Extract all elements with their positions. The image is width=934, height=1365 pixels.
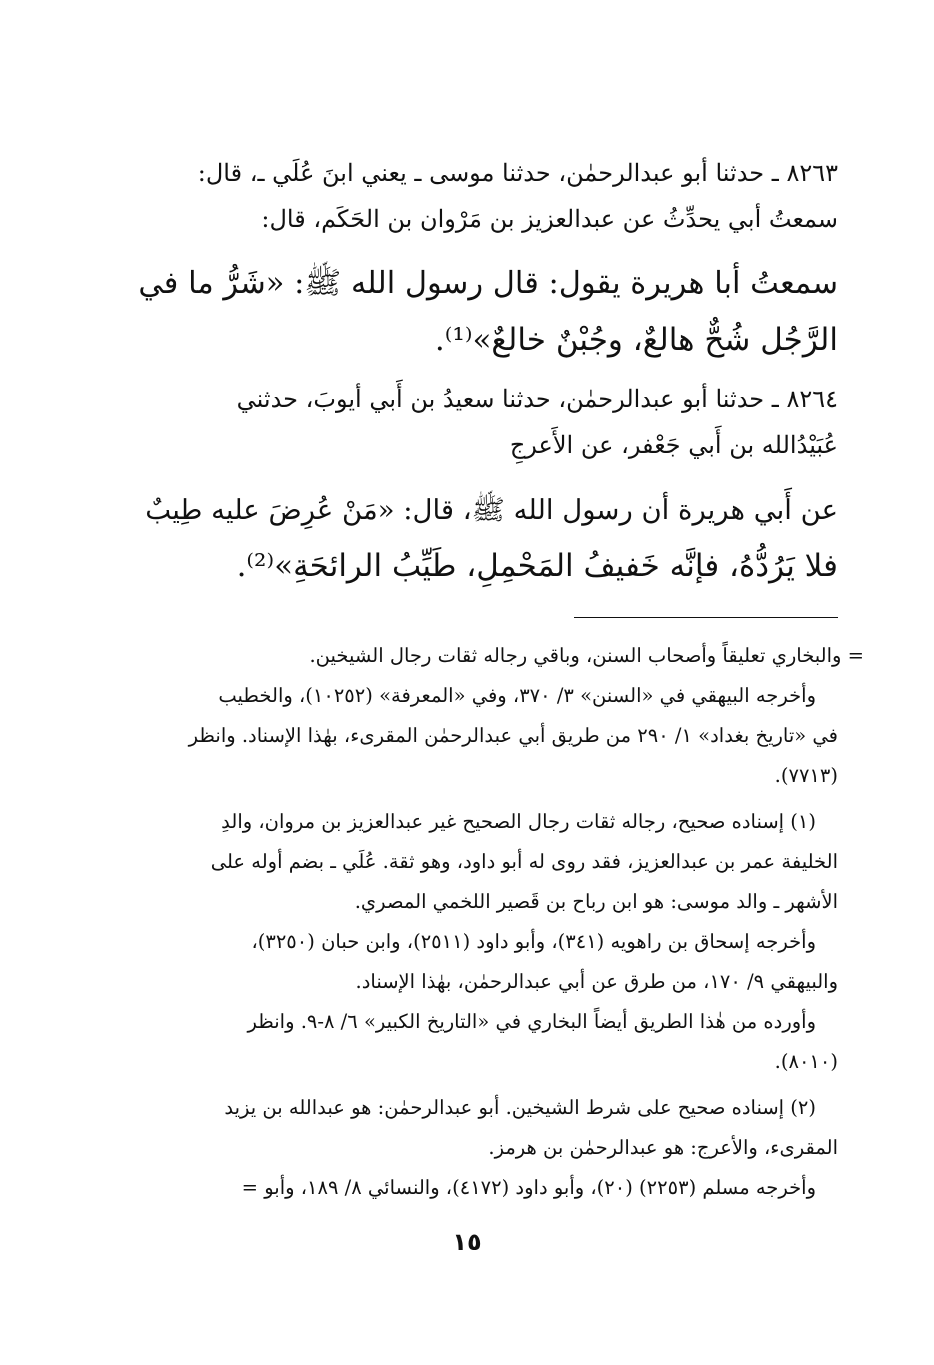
hadith-8264-matn [138,482,838,594]
matn-line: الرَّجُل شُحٌّ هالعٌ، وجُبْنٌ خالعٌ»⁽¹⁾. [434,322,838,358]
footnote-continuation-line: (٧٧١٣). [774,764,838,787]
matn-line: عن أَبي هريرة أن رسول الله ﷺ، قال: «مَنْ عُرِضَ عليه طِيبٌ [145,494,838,526]
matn-line: فلا يَرُدُّهُ، فإنَّه خَفيفُ المَحْمِلِ، طَيِّبُ الرائحَةِ»⁽²⁾. [236,548,838,584]
footnote-2-line: (٢) إسناده صحيح على شرط الشيخين. أبو عبدالرحمٰن: هو عبدالله بن يزيد [224,1096,816,1119]
hadith-8264-isnad [138,376,838,468]
footnote-2-line: وأخرجه مسلم (٢٢٥٣) (٢٠)، وأبو داود (٤١٧٢)، والنسائي ٨/ ١٨٩، وأبو = [241,1176,816,1199]
hadith-8263-isnad [138,150,838,242]
footnote-1-line: الخليفة عمر بن عبدالعزيز، فقد روى له أبو داود، وهو ثقة. عُلَي ـ بضم أوله على [210,850,838,873]
footnotes [134,636,864,1208]
footnote-2-line: المقرىء، والأعرج: هو عبدالرحمٰن بن هرمز. [488,1136,838,1159]
footnote-1-line: (١) إسناده صحيح، رجاله ثقات رجال الصحيح غير عبدالعزيز بن مروان، والدِ [221,810,816,833]
isnad-line: عُبَيْدُالله بن أَبي جَعْفر، عن الأَعرجِ [509,431,838,459]
page-number: ١٥ [452,1228,482,1256]
hadith-8263-matn [138,256,838,368]
footnote-continuation-line: في «تاريخ بغداد» ١/ ٢٩٠ من طريق أبي عبدالرحمٰن المقرىء، بهٰذا الإسناد. وانظر [188,724,838,747]
footnote-1-line: والبيهقي ٩/ ١٧٠، من طرق عن أبي عبدالرحمٰن، بهٰذا الإسناد. [355,970,838,993]
matn-line: سمعتُ أبا هريرة يقول: قال رسول الله ﷺ: «شَرُّ ما في [138,266,838,301]
isnad-line: سمعتُ أبي يحدِّثُ عن عبدالعزيز بن مَرْوان بن الحَكَم، قال: [261,205,838,233]
footnote-separator [574,617,838,618]
footnote-1-line: وأخرجه إسحاق بن راهويه (٣٤١)، وأبو داود (٢٥١١)، وابن حبان (٣٢٥٠)، [251,930,816,953]
isnad-line: ٨٢٦٤ ـ حدثنا أبو عبدالرحمٰن، حدثنا سعيدُ بن أَبي أيوبَ، حدثني [236,385,838,413]
footnote-1-line: الأشهر ـ والد موسى: هو ابن رباح بن قَصير اللخمي المصري. [354,890,838,913]
footnote-continuation-line: وأخرجه البيهقي في «السنن» ٣/ ٣٧٠، وفي «المعرفة» (١٠٢٥٢)، والخطيب [218,684,816,707]
footnote-continuation-line: = والبخاري تعليقاً وأصحاب السنن، وباقي رجاله ثقات رجال الشيخين. [309,644,864,667]
footnote-1-line: (٨٠١٠). [774,1050,838,1073]
footnote-1-line: وأورده من هٰذا الطريق أيضاً البخاري في «التاريخ الكبير» ٦/ ٨-٩. وانظر [247,1010,816,1033]
isnad-line: ٨٢٦٣ ـ حدثنا أبو عبدالرحمٰن، حدثنا موسى ـ يعني ابنَ عُلَي ـ، قال: [197,159,838,187]
